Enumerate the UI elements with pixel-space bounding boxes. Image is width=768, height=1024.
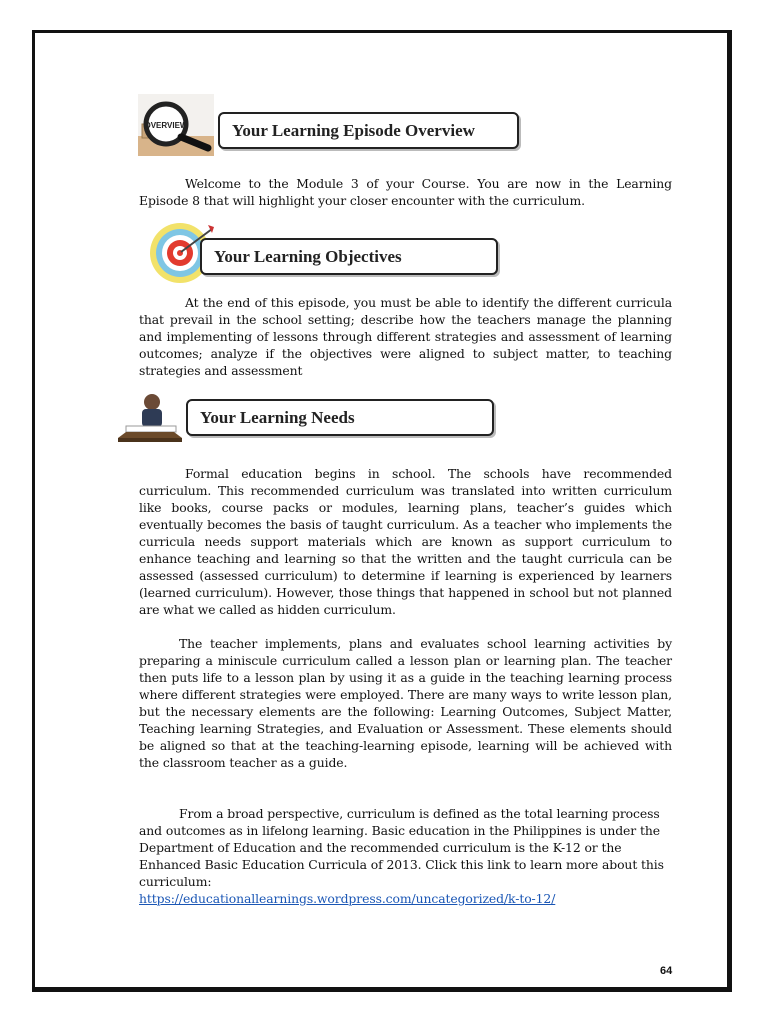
overview-icon [138,94,214,156]
objectives-title [200,238,498,275]
overview-icon-label: OVERVIEW [144,121,188,130]
needs-title [186,399,494,436]
student-reading-icon [116,392,184,446]
overview-title [218,112,519,149]
needs-paragraph-2: The teacher implements, plans and evaluates school learning activities by preparing a miniscule curriculum called a lesson plan or learning plan. The teacher then puts life to a lesson plan by using it as a guide in the teaching learning process where different strategies were employed. There are many ways to write lesson plan, but the necessary elements are the following: Learning Outcomes, Subject Matter, Teaching learning Strategies, and Evaluation or Assessment. These elements should be aligned so that at the teaching-learning episode, learning will be achieved with the classroom teacher as a guide. [139,636,672,770]
needs-paragraph-3 [139,805,672,907]
needs-title-text: Your Learning Needs [200,407,355,427]
needs-paragraph-3-text: From a broad perspective, curriculum is defined as the total learning process and outcomes as in lifelong learning. Basic education in the Philippines is under the Department of Education and the recommended curriculum is the K-12 or the Enhanced Basic Education Curricula of 2013. Click this link to learn more about this curriculum: [139,806,664,889]
needs-paragraph-1: Formal education begins in school. The schools have recommended curriculum. This recommended curriculum was translated into written curriculum like books, course packs or modules, learning plans, teacher’s guides which eventually becomes the basis of taught curriculum. As a teacher who implements the curricula needs support materials which are known as support curriculum to enhance teaching and learning so that the written and the taught curricula can be assessed (assessed curriculum) to determine if learning is experienced by learners (learned curriculum). However, those things that happened in school but not planned are what we called as hidden curriculum. [139,466,672,617]
k12-curriculum-link[interactable]: https://educationallearnings.wordpress.com/uncategorized/k-to-12/ [139,891,556,906]
overview-paragraph: Welcome to the Module 3 of your Course. You are now in the Learning Episode 8 that will highlight your closer encounter with the curriculum. [139,176,672,208]
page-number: 64 [660,965,673,977]
objectives-title-text: Your Learning Objectives [214,246,402,266]
objectives-paragraph: At the end of this episode, you must be able to identify the different curricula that prevail in the school setting; describe how the teachers manage the planning and implementing of lessons through different strategies and assessment of learning outcomes; analyze if the objectives were aligned to subject matter, to teaching strategies and assessment [139,295,672,378]
overview-title-text: Your Learning Episode Overview [232,120,475,140]
